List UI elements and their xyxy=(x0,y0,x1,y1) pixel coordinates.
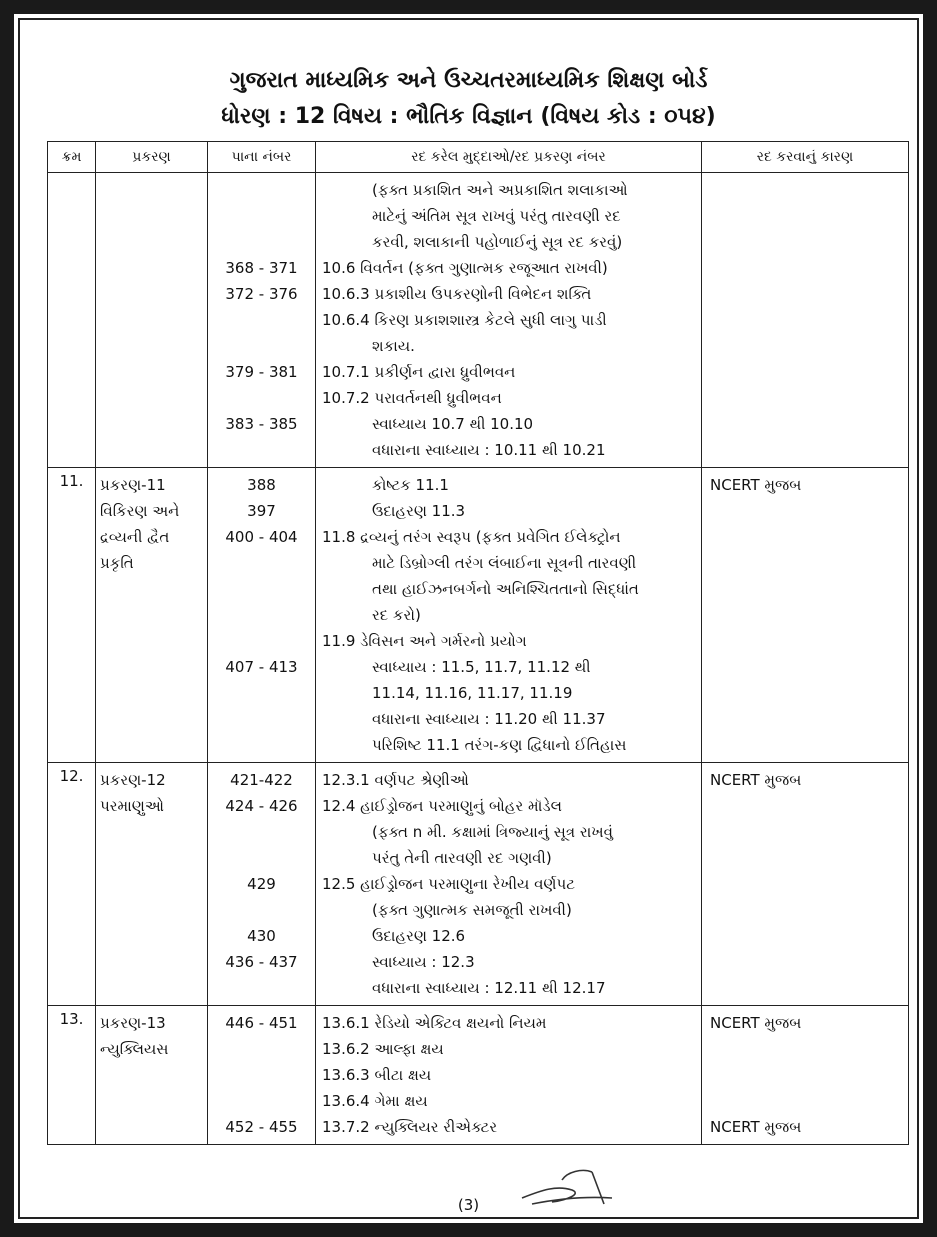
col-header-deleted-topics: રદ કરેલ મુદ્દાઓ/રદ પ્રકરણ નંબર xyxy=(316,142,702,173)
chapter-line: પ્રકરણ-11 xyxy=(100,476,166,494)
table-header-row xyxy=(48,142,909,173)
page-number-cell: 397 xyxy=(247,502,276,520)
page-number-cell xyxy=(212,680,311,706)
reason-text: NCERT મુજબ xyxy=(710,1014,802,1032)
page-number-cell xyxy=(212,845,311,871)
table-row xyxy=(48,468,909,763)
page-number-cell: 436 - 437 xyxy=(225,953,298,971)
deleted-topic-line: રદ કરો) xyxy=(372,606,421,624)
page-number-cell xyxy=(212,732,311,758)
row-deleted-topics xyxy=(316,763,702,1006)
reason-text-secondary: NCERT મુજબ xyxy=(710,1118,802,1136)
deleted-topic-line: તથા હાઈઝનબર્ગનો અનિશ્ચિતતાનો સિદ્ધાંત xyxy=(372,580,639,598)
page-number-cell xyxy=(212,307,311,333)
row-reason xyxy=(702,1006,909,1145)
chapter-line: પરમાણુઓ xyxy=(100,797,164,815)
deleted-topic-line: 12.4 હાઈડ્રોજન પરમાણુનું બોહર મૉડેલ xyxy=(322,797,563,815)
deleted-topic-line: 13.6.4 ગેમા ક્ષય xyxy=(322,1092,428,1110)
page-number: (3) xyxy=(457,1196,480,1214)
deleted-topic-line: સ્વાધ્યાય : 11.5, 11.7, 11.12 થી xyxy=(372,658,591,676)
page-number-cell: 421-422 xyxy=(230,771,293,789)
page-number-cell xyxy=(212,229,311,255)
page-number-cell xyxy=(212,203,311,229)
deleted-topic-line: ઉદાહરણ 11.3 xyxy=(372,502,466,520)
page-number-cell: 368 - 371 xyxy=(225,259,298,277)
row-serial-number: 11. xyxy=(48,468,96,763)
page-number-cell xyxy=(212,385,311,411)
page-number-cell xyxy=(212,819,311,845)
deleted-topic-line: 10.7.2 પરાવર્તનથી ધ્રુવીભવન xyxy=(322,389,502,407)
chapter-line: દ્રવ્યની દ્વૈત xyxy=(100,528,170,546)
deleted-topic-line: 13.6.2 આલ્ફા ક્ષય xyxy=(322,1040,444,1058)
deleted-topic-line: ઉદાહરણ 12.6 xyxy=(372,927,466,945)
page-number-cell: 452 - 455 xyxy=(225,1118,298,1136)
deleted-topic-line: 11.14, 11.16, 11.17, 11.19 xyxy=(372,684,573,702)
deleted-topic-line: માટે ડિબ્રોગ્લી તરંગ લંબાઈના સૂત્રની તારવણી xyxy=(372,554,637,572)
deleted-topics-table xyxy=(47,141,909,1145)
row-deleted-topics xyxy=(316,468,702,763)
deleted-topic-line: 10.6 વિવર્તન (ફક્ત ગુણાત્મક રજૂઆત રાખવી) xyxy=(322,259,608,277)
deleted-topic-line: 10.7.1 પ્રકીર્ણન દ્વારા ધ્રુવીભવન xyxy=(322,363,516,381)
deleted-topic-line: (ફક્ત n મી. કક્ષામાં ત્રિજ્યાનું સૂત્ર રાખવું xyxy=(372,823,613,841)
page-number-cell: 424 - 426 xyxy=(225,797,298,815)
deleted-topic-line: 13.7.2 ન્યુક્લિયર રીએક્ટર xyxy=(322,1118,498,1136)
board-title: ગુજરાત માધ્યમિક અને ઉચ્ચતરમાધ્યમિક શિક્ષણ બોર્ડ xyxy=(229,68,708,93)
row-page-numbers xyxy=(208,468,316,763)
deleted-topic-line: 12.3.1 વર્ણપટ શ્રેણીઓ xyxy=(322,771,469,789)
chapter-line: પ્રકૃતિ xyxy=(100,554,134,572)
row-chapter xyxy=(96,173,208,468)
page-number-cell: 400 - 404 xyxy=(225,528,298,546)
chapter-line: વિકિરણ અને xyxy=(100,502,180,520)
page-number-cell xyxy=(212,177,311,203)
deleted-topic-line: કોષ્ટક 11.1 xyxy=(372,476,449,494)
deleted-topic-line: 13.6.3 બીટા ક્ષય xyxy=(322,1066,432,1084)
row-page-numbers xyxy=(208,1006,316,1145)
deleted-topic-line: (ફક્ત ગુણાત્મક સમજૂતી રાખવી) xyxy=(372,901,572,919)
table-row xyxy=(48,763,909,1006)
deleted-topic-line: સ્વાધ્યાય : 12.3 xyxy=(372,953,475,971)
page-number-cell xyxy=(212,628,311,654)
row-chapter xyxy=(96,468,208,763)
row-serial-number: 12. xyxy=(48,763,96,1006)
deleted-topic-line: (ફક્ત પ્રકાશિત અને અપ્રકાશિત શલાકાઓ xyxy=(372,181,628,199)
deleted-topic-line: કરવી, શલાકાની પહોળાઈનું સૂત્ર રદ કરવું) xyxy=(372,233,623,251)
row-reason xyxy=(702,173,909,468)
page-number-cell xyxy=(212,333,311,359)
row-reason xyxy=(702,468,909,763)
page-number-cell: 379 - 381 xyxy=(225,363,298,381)
deleted-topic-line: 13.6.1 રેડિયો એક્ટિવ ક્ષયનો નિયમ xyxy=(322,1014,547,1032)
deleted-topic-line: સ્વાધ્યાય 10.7 થી 10.10 xyxy=(372,415,534,433)
page-number-cell xyxy=(212,1088,311,1114)
table-row xyxy=(48,1006,909,1145)
row-deleted-topics xyxy=(316,173,702,468)
page-number-cell: 372 - 376 xyxy=(225,285,298,303)
page-number-cell xyxy=(212,897,311,923)
deleted-topic-line: 11.9 ડેવિસન અને ગર્મરનો પ્રયોગ xyxy=(322,632,527,650)
row-reason xyxy=(702,763,909,1006)
subject-line: ધોરણ : 12 વિષય : ભૌતિક વિજ્ઞાન (વિષય કોડ : ૦૫૪) xyxy=(221,104,716,129)
page-number-cell xyxy=(212,975,311,1001)
col-header-reason: રદ કરવાનું કારણ xyxy=(702,142,909,173)
chapter-line: પ્રકરણ-12 xyxy=(100,771,166,789)
page-number-cell: 446 - 451 xyxy=(225,1014,298,1032)
deleted-topic-line: વધારાના સ્વાધ્યાય : 11.20 થી 11.37 xyxy=(372,710,606,728)
table-row xyxy=(48,173,909,468)
page-number-cell xyxy=(212,550,311,576)
reason-text xyxy=(706,177,904,203)
reason-text: NCERT મુજબ xyxy=(710,476,802,494)
row-serial-number xyxy=(48,173,96,468)
col-header-sno: ક્રમ xyxy=(48,142,96,173)
col-header-chapter: પ્રકરણ xyxy=(96,142,208,173)
deleted-topic-line: 10.6.4 કિરણ પ્રકાશશાસ્ત્ર કેટલે સુધી લાગુ પાડી xyxy=(322,311,607,329)
page-number-cell: 407 - 413 xyxy=(225,658,298,676)
page-number-cell: 430 xyxy=(247,927,276,945)
col-header-pages: પાના નંબર xyxy=(208,142,316,173)
chapter-line: ન્યુક્લિયસ xyxy=(100,1040,169,1058)
page-number-cell xyxy=(212,706,311,732)
deleted-topic-line: વધારાના સ્વાધ્યાય : 10.11 થી 10.21 xyxy=(372,441,606,459)
reason-text: NCERT મુજબ xyxy=(710,771,802,789)
row-page-numbers xyxy=(208,763,316,1006)
deleted-topic-line: પરંતુ તેની તારવણી રદ ગણવી) xyxy=(372,849,552,867)
deleted-topic-line: માટેનું અંતિમ સૂત્ર રાખવું પરંતુ તારવણી રદ xyxy=(372,207,621,225)
page-number-cell: 429 xyxy=(247,875,276,893)
deleted-topic-line: વધારાના સ્વાધ્યાય : 12.11 થી 12.17 xyxy=(372,979,606,997)
page-number-cell xyxy=(212,437,311,463)
deleted-topic-line: 10.6.3 પ્રકાશીય ઉપકરણોની વિભેદન શક્તિ xyxy=(322,285,592,303)
row-serial-number: 13. xyxy=(48,1006,96,1145)
row-chapter xyxy=(96,763,208,1006)
row-page-numbers xyxy=(208,173,316,468)
row-deleted-topics xyxy=(316,1006,702,1145)
page-number-cell xyxy=(212,1062,311,1088)
page-number-cell xyxy=(212,576,311,602)
chapter-line: પ્રકરણ-13 xyxy=(100,1014,166,1032)
deleted-topic-line: 12.5 હાઈડ્રોજન પરમાણુના રેખીય વર્ણપટ xyxy=(322,875,575,893)
deleted-topic-line: શકાય. xyxy=(372,337,415,355)
page-number-cell: 388 xyxy=(247,476,276,494)
deleted-topic-line: પરિશિષ્ટ 11.1 તરંગ-કણ દ્વિધાનો ઈતિહાસ xyxy=(372,736,627,754)
page-number-cell: 383 - 385 xyxy=(225,415,298,433)
page-number-cell xyxy=(212,602,311,628)
deleted-topic-line: 11.8 દ્રવ્યનું તરંગ સ્વરૂપ (ફક્ત પ્રવેગિત ઈલેક્ટ્રોન xyxy=(322,528,621,546)
row-chapter xyxy=(96,1006,208,1145)
page-number-cell xyxy=(212,1036,311,1062)
